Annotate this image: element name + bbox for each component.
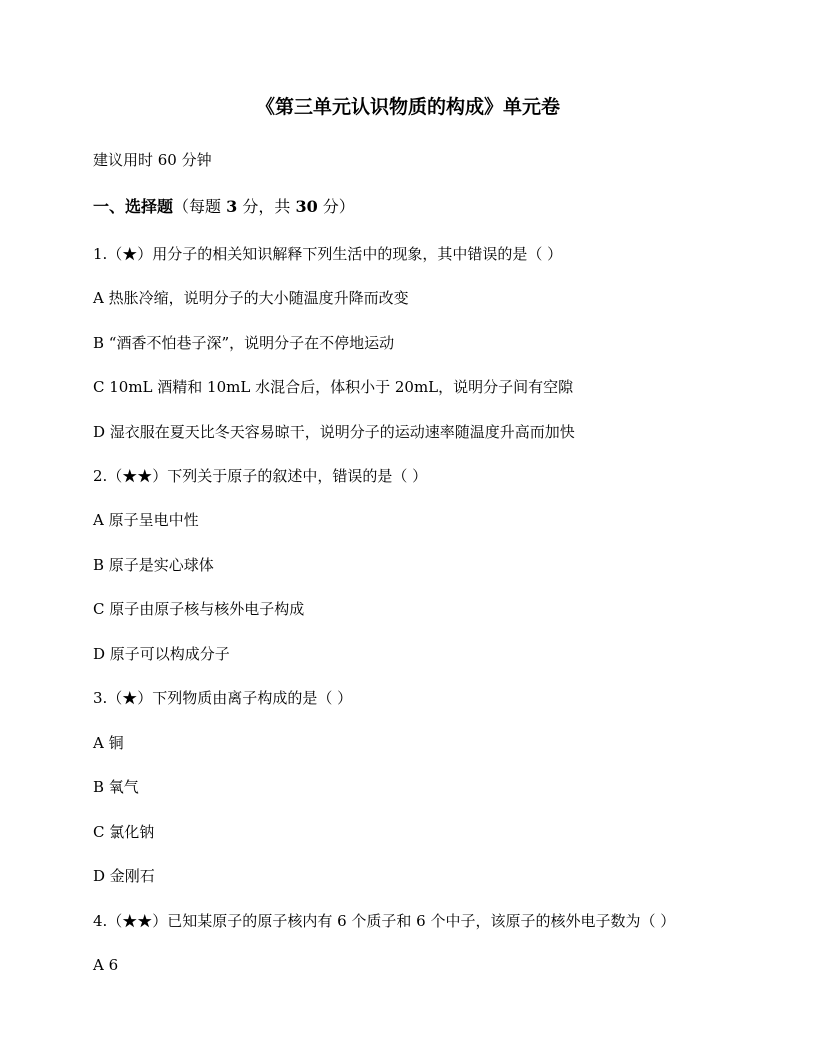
question-1-stem: 1.（★）用分子的相关知识解释下列生活中的现象，其中错误的是（ ） <box>93 245 563 263</box>
suggested-time: 建议用时 60 分钟 <box>93 151 212 169</box>
section-heading-multiple-choice <box>93 195 355 219</box>
section-heading-note-suffix: 分） <box>317 197 355 216</box>
question-1-option-d: D 湿衣服在夏天比冬天容易晾干，说明分子的运动速率随温度升高而加快 <box>93 423 575 441</box>
question-3-option-b: B 氧气 <box>93 778 139 796</box>
points-each: 3 <box>226 197 238 216</box>
section-heading-note-middle: 分，共 <box>237 197 296 216</box>
question-2-option-c: C 原子由原子核与核外电子构成 <box>93 600 305 618</box>
question-1-option-c: C 10mL 酒精和 10mL 水混合后，体积小于 20mL，说明分子间有空隙 <box>93 378 574 396</box>
question-1-option-a: A 热胀冷缩，说明分子的大小随温度升降而改变 <box>93 289 409 307</box>
question-2-option-a: A 原子呈电中性 <box>93 511 199 529</box>
question-3-stem: 3.（★）下列物质由离子构成的是（ ） <box>93 689 353 707</box>
document-title: 《第三单元认识物质的构成》单元卷 <box>255 96 560 118</box>
question-4-stem: 4.（★★）已知某原子的原子核内有 6 个质子和 6 个中子，该原子的核外电子数为（ ） <box>93 912 676 930</box>
section-heading-note-prefix: （每题 <box>173 197 227 216</box>
question-1-option-b: B “酒香不怕巷子深”，说明分子在不停地运动 <box>93 334 395 352</box>
question-3-option-a: A 铜 <box>93 734 124 752</box>
question-2-stem: 2.（★★）下列关于原子的叙述中，错误的是（ ） <box>93 467 428 485</box>
question-3-option-c: C 氯化钠 <box>93 823 155 841</box>
question-2-option-d: D 原子可以构成分子 <box>93 645 230 663</box>
points-total: 30 <box>295 197 318 216</box>
question-4-option-a: A 6 <box>93 956 119 974</box>
question-2-option-b: B 原子是实心球体 <box>93 556 214 574</box>
section-heading-label: 一、选择题 <box>93 197 174 216</box>
question-3-option-d: D 金刚石 <box>93 867 155 885</box>
